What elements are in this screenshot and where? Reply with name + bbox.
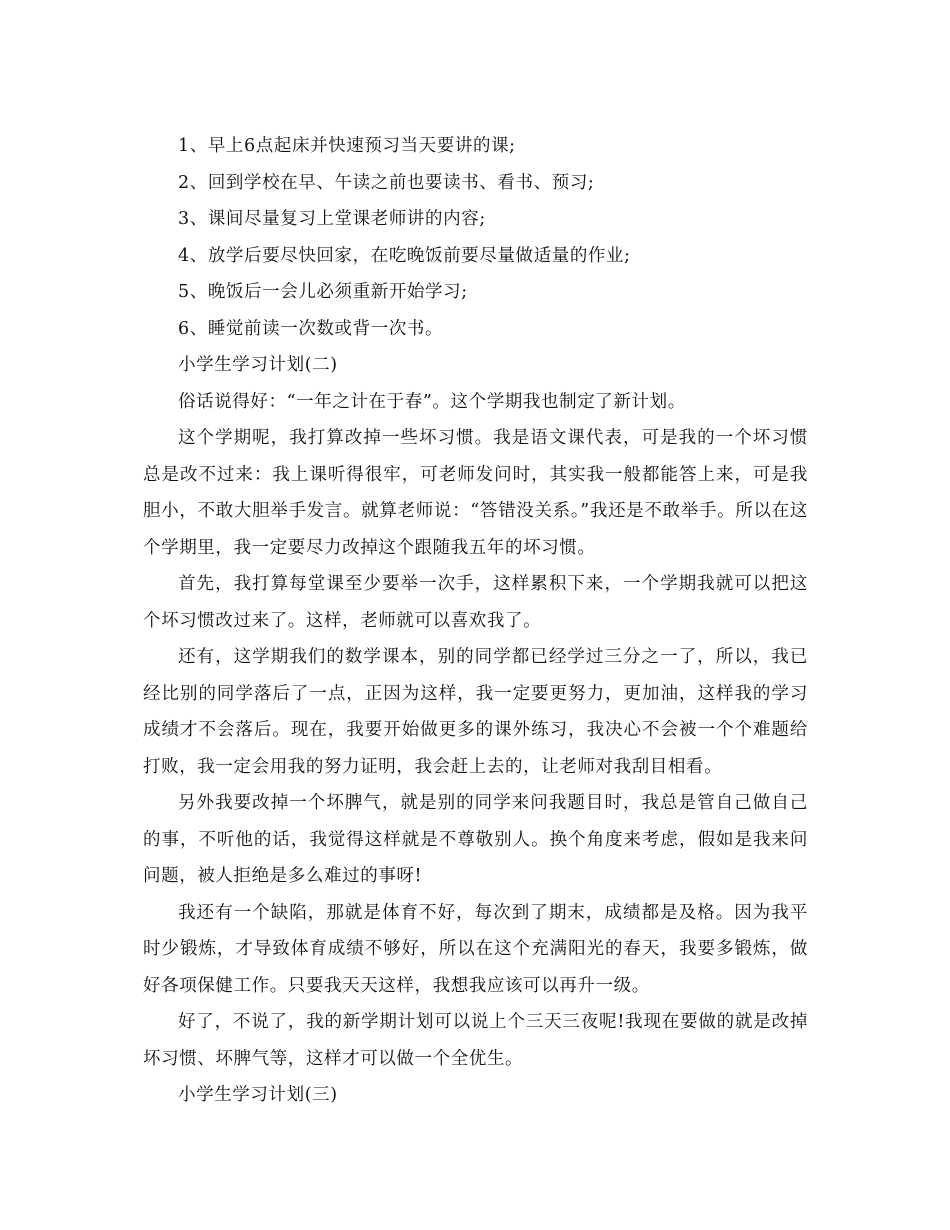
- paragraph: 俗话说得好：“一年之计在于春”。这个学期我也制定了新计划。: [178, 391, 686, 412]
- list-item: 3、课间尽量复习上堂课老师讲的内容;: [178, 209, 486, 229]
- section-heading: 小学生学习计划(二): [178, 355, 338, 375]
- list-item: 4、放学后要尽快回家，在吃晚饭前要尽量做适量的作业;: [178, 245, 631, 266]
- paragraph: 还有，这学期我们的数学课本，别的同学都已经学过三分之一了，所以，我已经比别的同学落后了一点，正因为这样，我一定要更努力，更加油，这样我的学习成绩才不会落后。现在，我要开始做更多的课外练习，我决心不会被一个个难题给打败，我一定会用我的努力证明，我会赶上去的，让老师对我刮目相看。: [143, 647, 808, 777]
- paragraph: 这个学期呢，我打算改掉一些坏习惯。我是语文课代表，可是我的一个坏习惯总是改不过来：我上课听得很牢，可老师发问时，其实我一般都能答上来，可是我胆小，不敢大胆举手发言。就算老师说：“答错没关系。”我还是不敢举手。所以在这个学期里，我一定要尽力改掉这个跟随我五年的坏习惯。: [143, 428, 808, 558]
- list-item: 6、睡觉前读一次数或背一次书。: [178, 318, 444, 339]
- paragraph: 另外我要改掉一个坏脾气，就是别的同学来问我题目时，我总是管自己做自己的事，不听他的话，我觉得这样就是不尊敬别人。换个角度来考虑，假如是我来问问题，被人拒绝是多么难过的事呀!: [143, 793, 808, 886]
- list-item: 5、晚饭后一会儿必须重新开始学习;: [178, 282, 468, 302]
- paragraph: 我还有一个缺陷，那就是体育不好，每次到了期末，成绩都是及格。因为我平时少锻炼，才导致体育成绩不够好，所以在这个充满阳光的春天，我要多锻炼，做好各项保健工作。只要我天天这样，我想我应该可以再升一级。: [143, 902, 808, 996]
- paragraph: 首先，我打算每堂课至少要举一次手，这样累积下来，一个学期我就可以把这个坏习惯改过来了。这样，老师就可以喜欢我了。: [143, 574, 808, 631]
- section-heading: 小学生学习计划(三): [178, 1085, 338, 1105]
- list-item: 1、早上6点起床并快速预习当天要讲的课;: [178, 136, 516, 156]
- paragraph: 好了，不说了，我的新学期计划可以说上个三天三夜呢!我现在要做的就是改掉坏习惯、坏脾气等，这样才可以做一个全优生。: [143, 1012, 808, 1069]
- list-item: 2、回到学校在早、午读之前也要读书、看书、预习;: [178, 172, 595, 193]
- document-page: [143, 128, 808, 1114]
